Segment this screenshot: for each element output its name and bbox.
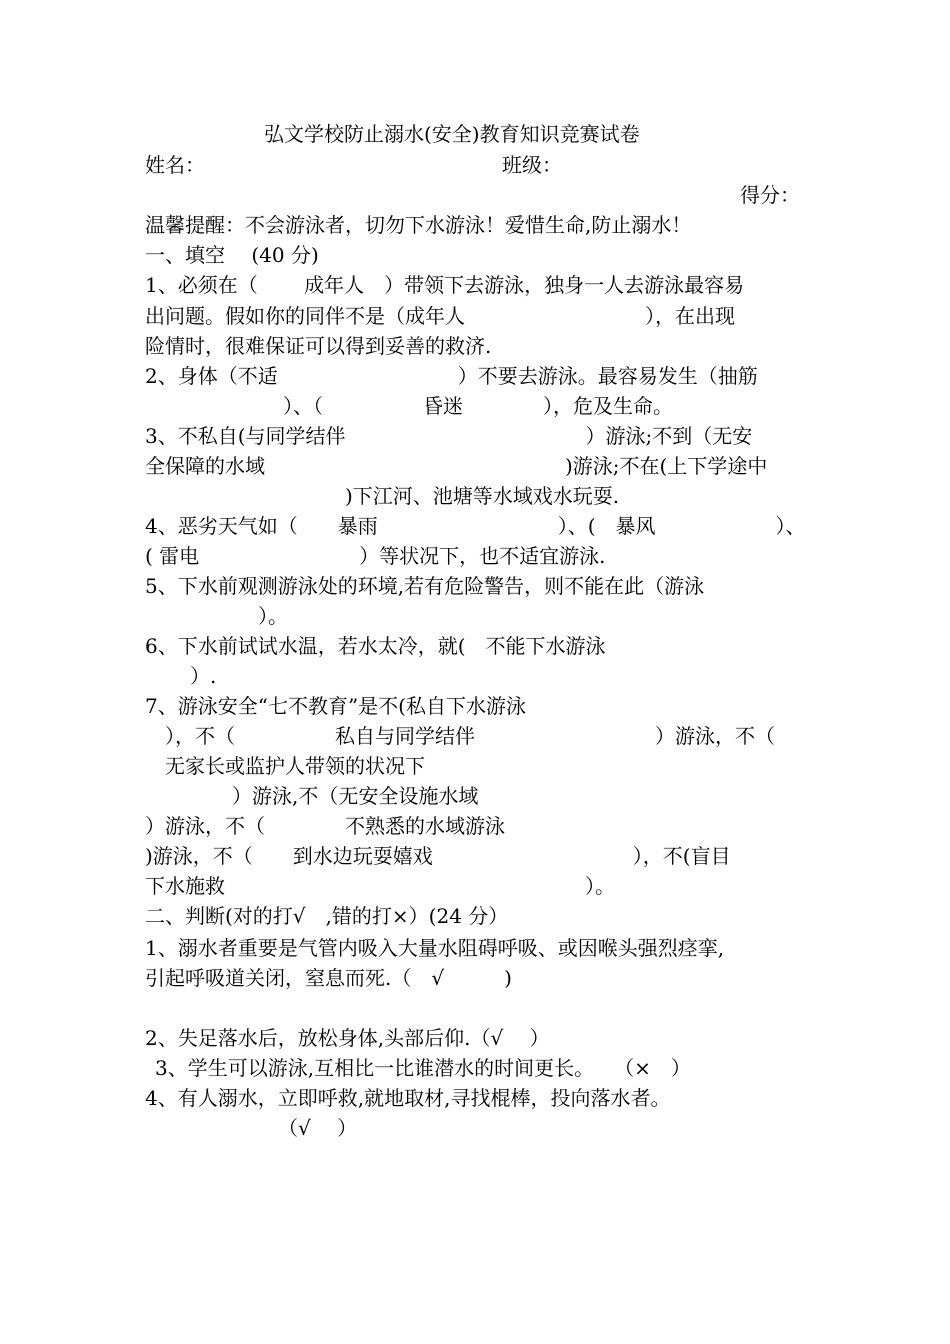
section1-heading: 一、填空 (40 分) bbox=[145, 243, 319, 267]
section1-line: 出问题。假如你的同伴不是（成年人 ），在出现 bbox=[145, 304, 735, 328]
document-title: 弘文学校防止溺水(安全)教育知识竞赛试卷 bbox=[264, 122, 640, 146]
section1-line: 2、身体（不适 ）不要去游泳。最容易发生（抽筋 bbox=[145, 364, 758, 388]
section2-line: 引起呼吸道关闭，窒息而死.（ √ ) bbox=[145, 966, 512, 990]
section1-line: ）。 bbox=[258, 604, 288, 628]
section1-line: 3、不私自(与同学结伴 ）游泳;不到（无安 bbox=[145, 424, 753, 448]
section1-line: ），不（ 私自与同学结伴 ）游泳，不（ bbox=[165, 724, 775, 748]
section1-line: ）游泳,不（无安全设施水域 bbox=[232, 784, 479, 808]
section1-line: ）、（ 昏迷 ），危及生命。 bbox=[283, 394, 673, 418]
section2-line: 3、学生可以游泳,互相比一比谁潜水的时间更长。 （× ） bbox=[155, 1056, 691, 1080]
section2-line: （√ ） bbox=[278, 1116, 358, 1140]
name-label: 姓名： bbox=[145, 153, 205, 177]
section1-line: 5、下水前观测游泳处的环境,若有危险警告，则不能在此（游泳 bbox=[145, 574, 705, 598]
section1-line: 全保障的水域 )游泳;不在(上下学途中 bbox=[145, 454, 768, 478]
section1-line: 险情时，很难保证可以得到妥善的救济. bbox=[145, 334, 492, 358]
section1-line: 4、恶劣天气如（ 暴雨 ）、( 暴风 ）、 bbox=[145, 514, 806, 538]
warm-reminder: 温馨提醒：不会游泳者，切勿下水游泳！爱惜生命,防止溺水！ bbox=[145, 213, 692, 237]
section2-line: 4、有人溺水，立即呼救,就地取材,寻找棍棒，投向落水者。 bbox=[145, 1086, 671, 1110]
section1-line: ）. bbox=[190, 664, 217, 688]
section1-line: ( 雷电 ）等状况下，也不适宜游泳. bbox=[145, 544, 606, 568]
section1-line: 下水施救 ）。 bbox=[145, 874, 615, 898]
section1-line: 7、游泳安全“七不教育”是不(私自下水游泳 bbox=[145, 694, 526, 718]
section2-heading: 二、判断(对的打√ ,错的打×）(24 分） bbox=[145, 904, 509, 928]
score-label: 得分： bbox=[740, 183, 800, 207]
section1-line: 6、下水前试试水温，若水太冷，就( 不能下水游泳 bbox=[145, 634, 606, 658]
section1-line: ）游泳，不（ 不熟悉的水域游泳 bbox=[145, 814, 505, 838]
section1-line: )游泳，不（ 到水边玩耍嬉戏 ），不(盲目 bbox=[145, 844, 731, 868]
section2-line: 2、失足落水后，放松身体,头部后仰.（√ ） bbox=[145, 1026, 550, 1050]
section1-line: 无家长或监护人带领的状况下 bbox=[165, 754, 425, 778]
section1-line: )下江河、池塘等水域戏水玩耍. bbox=[345, 484, 620, 508]
class-label: 班级： bbox=[502, 153, 562, 177]
section1-line: 1、必须在（ 成年人 ）带领下去游泳，独身一人去游泳最容易 bbox=[145, 273, 745, 297]
section2-line: 1、溺水者重要是气管内吸入大量水阻碍呼吸、或因喉头强烈痉挛, bbox=[145, 936, 725, 960]
